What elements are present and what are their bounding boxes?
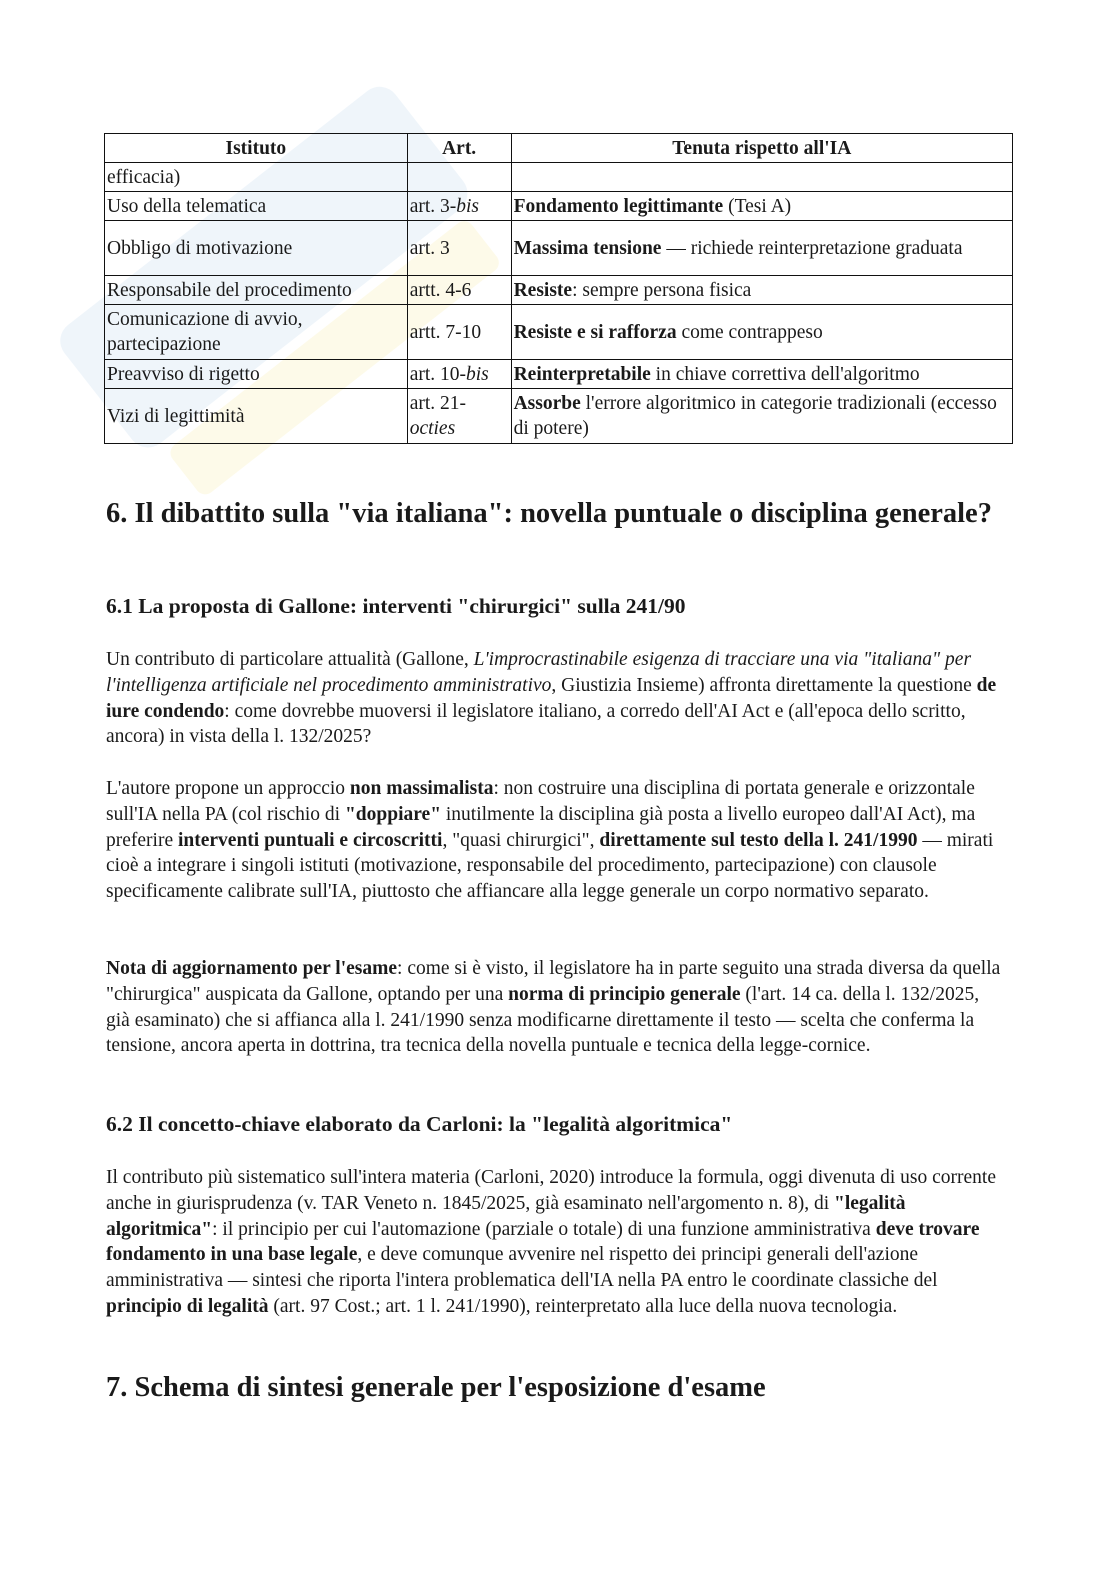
header-istituto: Istituto xyxy=(105,134,408,163)
cell-istituto: Uso della telematica xyxy=(105,192,408,221)
header-art: Art. xyxy=(407,134,511,163)
table-row xyxy=(105,360,1013,389)
table-row xyxy=(105,389,1013,444)
cell-istituto: Responsabile del procedimento xyxy=(105,276,408,305)
cell-istituto: Comunicazione di avvio, partecipazione xyxy=(105,305,408,360)
cell-tenuta: Resiste e si rafforza come contrappeso xyxy=(511,305,1012,360)
cell-art: art. 3-bis xyxy=(407,192,511,221)
section-6-1-paragraph-1: Un contributo di particolare attualità (Gallone, L'improcrastinabile esigenza di tracciare una via "italiana" per l'intelligenza artificiale nel procedimento amministrativo, Giustizia Insieme) affronta direttamente la questione de iure condendo: come dovrebbe muoversi il legislatore italiano, a corredo dell'AI Act e (all'epoca dello scritto, ancora) in vista della l. 132/2025? xyxy=(106,649,997,748)
cell-art xyxy=(407,163,511,192)
cell-istituto: Obbligo di motivazione xyxy=(105,221,408,276)
cell-istituto: Preavviso di rigetto xyxy=(105,360,408,389)
cell-tenuta: Massima tensione — richiede reinterpretazione graduata xyxy=(511,221,1012,276)
table-row xyxy=(105,163,1013,192)
section-6-1-update-note: Nota di aggiornamento per l'esame: come si è visto, il legislatore ha in parte seguito una strada diversa da quella "chirurgica" auspicata da Gallone, optando per una norma di principio generale (l'art. 14 ca. della l. 132/2025, già esaminato) che si affianca alla l. 241/1990 senza modificarne direttamente il testo — scelta che conferma la tensione, ancora aperta in dottrina, tra tecnica della novella puntuale e tecnica della legge-cornice. xyxy=(106,958,1001,1057)
cell-art: artt. 7-10 xyxy=(407,305,511,360)
cell-istituto: Vizi di legittimità xyxy=(105,389,408,444)
section-6-2-paragraph-1: Il contributo più sistematico sull'intera materia (Carloni, 2020) introduce la formula, oggi divenuta di uso corrente anche in giurisprudenza (v. TAR Veneto n. 1845/2025, già esaminato nell'argomento n. 8), di "legalità algoritmica": il principio per cui l'automazione (parziale o totale) di una funzione amministrativa deve trovare fondamento in una base legale, e deve comunque avvenire nel rispetto dei principi generali dell'azione amministrativa — sintesi che riporta l'intera problematica dell'IA nella PA entro le coordinate classiche del principio di legalità (art. 97 Cost.; art. 1 l. 241/1990), reinterpretato alla luce della nuova tecnologia. xyxy=(106,1167,996,1317)
section-6-1-paragraph-2: L'autore propone un approccio non massimalista: non costruire una disciplina di portata generale e orizzontale sull'IA nella PA (col rischio di "doppiare" inutilmente la disciplina già posta a livello europeo dall'AI Act), ma preferire interventi puntuali e circoscritti, "quasi chirurgici", direttamente sul testo della l. 241/1990 — mirati cioè a integrare i singoli istituti (motivazione, responsabile del procedimento, partecipazione) con clausole specificamente calibrate sull'IA, piuttosto che affiancare alla legge generale un corpo normativo separato. xyxy=(106,778,994,903)
table-header-row xyxy=(105,134,1013,163)
cell-tenuta: Resiste: sempre persona fisica xyxy=(511,276,1012,305)
cell-art: art. 21-octies xyxy=(407,389,511,444)
table-row xyxy=(105,305,1013,360)
comparison-table xyxy=(104,133,1013,444)
table-row xyxy=(105,221,1013,276)
cell-art: art. 10-bis xyxy=(407,360,511,389)
table-row xyxy=(105,276,1013,305)
cell-art: art. 3 xyxy=(407,221,511,276)
section-6-1-heading: 6.1 La proposta di Gallone: interventi "chirurgici" sulla 241/90 xyxy=(106,594,686,618)
cell-tenuta: Assorbe l'errore algoritmico in categorie tradizionali (eccesso di potere) xyxy=(511,389,1012,444)
cell-tenuta: Fondamento legittimante (Tesi A) xyxy=(511,192,1012,221)
cell-art: artt. 4-6 xyxy=(407,276,511,305)
section-7-heading: 7. Schema di sintesi generale per l'esposizione d'esame xyxy=(106,1372,766,1403)
cell-tenuta: Reinterpretabile in chiave correttiva dell'algoritmo xyxy=(511,360,1012,389)
section-6-heading: 6. Il dibattito sulla "via italiana": novella puntuale o disciplina generale? xyxy=(106,498,992,529)
section-6-2-heading: 6.2 Il concetto-chiave elaborato da Carloni: la "legalità algoritmica" xyxy=(106,1112,733,1136)
table-row xyxy=(105,192,1013,221)
header-tenuta: Tenuta rispetto all'IA xyxy=(511,134,1012,163)
cell-istituto: efficacia) xyxy=(105,163,408,192)
cell-tenuta xyxy=(511,163,1012,192)
